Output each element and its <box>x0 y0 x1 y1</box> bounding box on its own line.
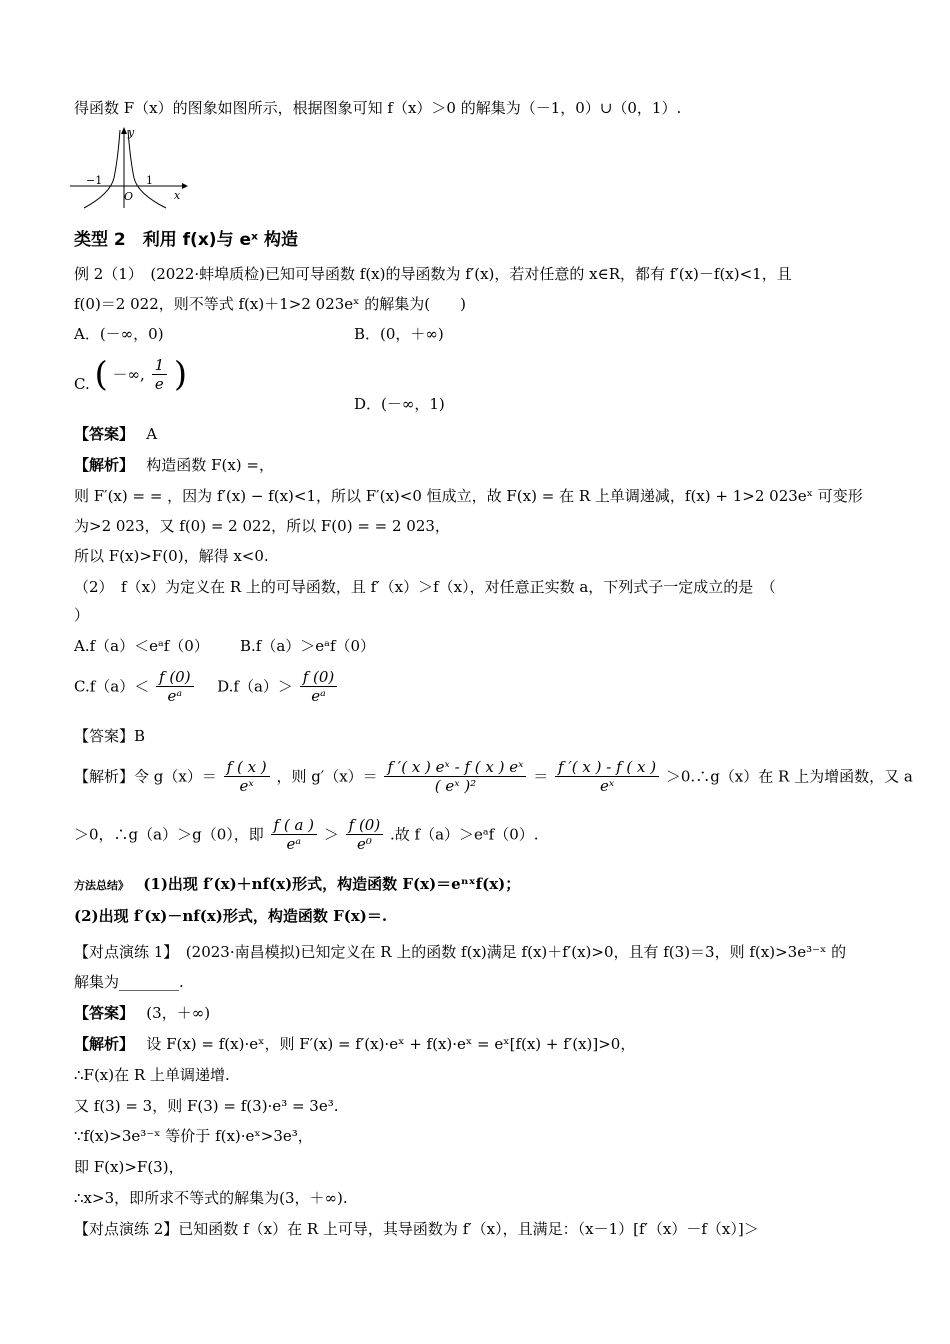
answer-1-value: A <box>146 425 158 443</box>
answer-3-value: (3，＋∞) <box>146 1004 211 1022</box>
y-label: y <box>128 126 135 139</box>
option-c-left: －∞, <box>112 365 145 384</box>
x-label: x <box>174 189 181 202</box>
exp2-fa-num: f ( a ) <box>271 816 318 835</box>
exp2-fa-fraction <box>271 816 318 853</box>
exp2-f0-fraction <box>346 816 384 853</box>
example2-1-line2: f(0)＝2 022，则不等式 f(x)＋1>2 023eˣ 的解集为( ) <box>74 295 466 313</box>
exp2-simplified-fraction <box>555 758 659 795</box>
intro-line: 得函数 F（x）的图象如图所示，根据图象可知 f（x）＞0 的解集为（－1，0）∪（0，1）. <box>74 99 682 117</box>
tick-1: 1 <box>146 174 153 187</box>
option2-c-prefix: C.f（a）＜ <box>74 677 150 696</box>
option2-c-fraction <box>156 668 194 705</box>
function-graph <box>70 124 190 210</box>
practice1-line1: 【对点演练 1】 (2023·南昌模拟)已知定义在 R 上的函数 f(x)满足 f(x)＋f′(x)>0，且有 f(3)＝3，则 f(x)>3e³⁻ˣ 的 <box>74 943 847 961</box>
practice2-line1: 【对点演练 2】已知函数 f（x）在 R 上可导，其导函数为 f′（x），且满足：（x－1）[f′（x）－f（x）]＞ <box>74 1220 759 1238</box>
answer-3 <box>74 1003 878 1023</box>
explanation-1-text: 构造函数 F(x) =， <box>146 456 274 474</box>
exp2-fa-den: eᵃ <box>286 835 302 853</box>
explanation-3-line6: ∴x>3，即所求不等式的解集为(3，＋∞). <box>74 1189 348 1207</box>
explanation-3-line2: ∴F(x)在 R 上单调递增. <box>74 1066 230 1084</box>
option2-cd <box>74 668 339 705</box>
exp2-prefix: 【解析】令 g（x）＝ <box>74 767 217 786</box>
option2-d-num: f (0) <box>300 668 338 687</box>
option-c <box>74 356 187 393</box>
option2-b: B.f（a）＞eᵃf（0） <box>240 637 376 655</box>
left-curve <box>84 130 120 208</box>
explanation-1-line3: 为>2 023，又 f(0) = 2 022，所以 F(0) = = 2 023， <box>74 517 450 535</box>
right-curve <box>128 130 166 208</box>
exp2-gt: ＞ <box>323 825 339 844</box>
explanation-3 <box>74 1034 878 1054</box>
exp2-g-fraction <box>224 758 270 795</box>
section-heading-type2: 类型 2 利用 f(x)与 eˣ 构造 <box>74 230 298 250</box>
explanation-2-line1 <box>74 758 913 795</box>
option-c-num: 1 <box>152 356 168 375</box>
answer-3-label: 【答案】 <box>74 1004 127 1022</box>
tick-neg1: −1 <box>86 174 103 187</box>
exp2-derivative-den: ( eˣ )² <box>434 777 477 795</box>
x-axis-arrow <box>182 183 188 189</box>
method-summary-line1 <box>74 874 878 896</box>
exp2-eq: ＝ <box>533 767 549 786</box>
option-c-prefix: C. <box>74 375 90 393</box>
explanation-1 <box>74 455 878 475</box>
explanation-3-line3: 又 f(3) = 3，则 F(3) = f(3)·e³ = 3e³. <box>74 1097 339 1115</box>
explanation-1-label: 【解析】 <box>74 456 127 474</box>
exp2-tail: ＞0.∴g（x）在 R 上为增函数，又 a <box>665 767 913 786</box>
method-summary-text1: (1)出现 f′(x)＋nf(x)形式，构造函数 F(x)＝eⁿˣf(x)； <box>143 875 521 893</box>
option2-c-den: eᵃ <box>167 687 183 705</box>
explanation-2-line2 <box>74 816 878 853</box>
explanation-3-text: 设 F(x) = f(x)·eˣ，则 F′(x) = f′(x)·eˣ + f(x)·eˣ = eˣ[f(x) + f′(x)]>0， <box>146 1035 636 1053</box>
exp2-simplified-num: f ′( x ) - f ( x ) <box>555 758 659 777</box>
exp2-simplified-den: eˣ <box>599 777 615 795</box>
option-c-rparen: ) <box>173 354 188 395</box>
example2-1-line1: 例 2（1） (2022·蚌埠质检)已知可导函数 f(x)的导函数为 f′(x)，若对任意的 x∈R，都有 f′(x)－f(x)<1，且 <box>74 265 792 283</box>
example2-2-line2: ） <box>74 606 90 624</box>
option2-d-den: eᵃ <box>311 687 326 705</box>
exp2-g-den: eˣ <box>239 777 254 795</box>
option2-a: A.f（a）＜eᵃf（0） <box>74 637 209 655</box>
answer-1-label: 【答案】 <box>74 425 127 443</box>
exp2-l2-prefix: ＞0，∴g（a）＞g（0），即 <box>74 825 264 844</box>
example2-2-line1: （2） f（x）为定义在 R 上的可导函数，且 f′（x）＞f（x），对任意正实数 a，下列式子一定成立的是 （ <box>74 578 776 596</box>
option-b: B．(0，＋∞) <box>354 325 444 343</box>
answer-1 <box>74 424 878 444</box>
option-c-fraction <box>152 356 168 393</box>
exp2-mid1: ，则 g′（x）＝ <box>276 767 378 786</box>
option2-d-prefix: D.f（a）＞ <box>217 677 293 696</box>
explanation-3-line4: ∵f(x)>3e³⁻ˣ 等价于 f(x)·eˣ>3e³， <box>74 1127 313 1145</box>
explanation-3-label: 【解析】 <box>74 1035 127 1053</box>
origin-label: O <box>124 190 134 203</box>
method-summary-line2: (2)出现 f′(x)－nf(x)形式，构造函数 F(x)＝. <box>74 907 388 925</box>
option-c-lparen: ( <box>94 354 108 395</box>
option-d: D．(－∞，1) <box>354 395 445 413</box>
exp2-g-num: f ( x ) <box>224 758 270 777</box>
practice1-line2: 解集为________. <box>74 973 184 991</box>
exp2-l2-tail: .故 f（a）＞eᵃf（0）. <box>389 825 539 844</box>
method-summary-tag: 方法总结》 <box>74 879 124 892</box>
explanation-1-line4: 所以 F(x)>F(0)，解得 x<0. <box>74 547 269 565</box>
option-a: A．(－∞，0) <box>74 325 164 343</box>
option2-d-fraction <box>300 668 338 705</box>
exp2-f0-num: f (0) <box>346 816 384 835</box>
explanation-3-line5: 即 F(x)>F(3)， <box>74 1158 184 1176</box>
exp2-derivative-num: f ′( x ) eˣ - f ( x ) eˣ <box>384 758 526 777</box>
option2-c-num: f (0) <box>156 668 194 687</box>
explanation-1-line2: 则 F′(x) = = ，因为 f′(x) − f(x)<1，所以 F′(x)<0 恒成立，故 F(x) = 在 R 上单调递减，f(x) + 1>2 023eˣ 可变形 <box>74 487 863 505</box>
exp2-f0-den: e⁰ <box>356 835 372 853</box>
y-axis-arrow <box>121 127 127 134</box>
exp2-derivative-fraction <box>384 758 526 795</box>
option-c-den: e <box>154 375 164 393</box>
answer-2: 【答案】B <box>74 727 146 745</box>
